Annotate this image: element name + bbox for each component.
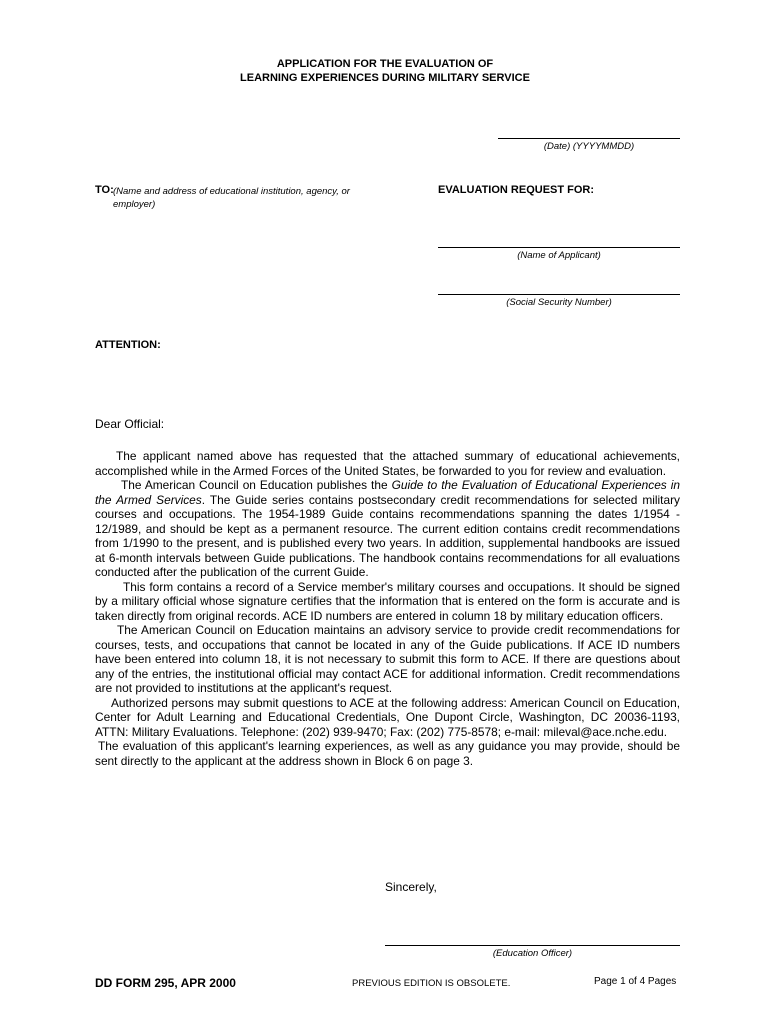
paragraph-2-intro: The American Council on Education publishes the <box>121 478 392 492</box>
form-title-line-1: APPLICATION FOR THE EVALUATION OF <box>276 58 494 70</box>
paragraph-2-rest: . The Guide series contains postsecondary credit recommendations for selected military courses and occupations. The 1954-1989 Guide contains recommendations spanning the dates 1/1954 - 12/1989, and should be kept as a permanent resource. The current edition contains credit recommendations from 1/1990 to the present, and is published every two years. In addition, supplemental handbooks are issued at 6-month intervals between Guide publications. The handbook contains recommendations for all evaluations conducted after the publication of the current Guide. <box>95 492 680 579</box>
signature-caption: (Education Officer) <box>492 948 573 959</box>
signature-field-line[interactable] <box>385 945 680 946</box>
edition-note: PREVIOUS EDITION IS OBSOLETE. <box>352 978 511 989</box>
letter-paragraph-2 <box>95 478 680 580</box>
letter-body <box>95 449 680 768</box>
letter-paragraph-3: This form contains a record of a Service member's military courses and occupations. It should be signed by a military official whose signature certifies that the information that is entered on the form is accurate and is taken directly from original records. ACE ID numbers are entered in column 18 by military education officers. <box>95 579 680 623</box>
letter-paragraph-4: The American Council on Education maintains an advisory service to provide credit recommendations for courses, tests, and occupations that cannot be located in any of the Guide publications. If ACE ID numbers have been entered into column 18, it is not necessary to submit this form to ACE. If there are questions about any of the entries, the institutional official may contact ACE for additional information. Credit recommendations are not provided to institutions at the applicant's request. <box>95 623 680 695</box>
applicant-name-caption: (Name of Applicant) <box>517 250 601 261</box>
date-caption: (Date) (YYYYMMDD) <box>543 141 635 152</box>
ssn-field-line[interactable] <box>438 294 680 295</box>
letter-paragraph-5: Authorized persons may submit questions to ACE at the following address: American Council on Education, Center for Adult Learning and Educational Credentials, One Dupont Circle, Washington, DC 20036-1193, ATTN: Military Evaluations. Telephone: (202) 939-9470; Fax: (202) 775-8578; e-mail: mileval@ace.nche.edu. <box>95 695 680 739</box>
to-address-note: (Name and address of educational institution, agency, or employer) <box>113 186 350 210</box>
form-title-line-2: LEARNING EXPERIENCES DURING MILITARY SERVICE <box>240 72 530 84</box>
letter-paragraph-1: The applicant named above has requested that the attached summary of educational achievements, accomplished while in the Armed Forces of the United States, be forwarded to you for review and evaluation. <box>95 449 680 478</box>
attention-label: ATTENTION: <box>95 339 161 351</box>
closing: Sincerely, <box>385 880 437 894</box>
date-field-line[interactable] <box>498 138 680 139</box>
applicant-name-field-line[interactable] <box>438 247 680 248</box>
guide-title: Guide to the Evaluation of Educational Experiences in the Armed Services <box>95 478 681 507</box>
evaluation-request-label: EVALUATION REQUEST FOR: <box>438 184 595 196</box>
page-number: Page 1 of 4 Pages <box>594 976 677 987</box>
to-label: TO: <box>95 184 114 196</box>
salutation: Dear Official: <box>95 417 165 431</box>
letter-paragraph-6: The evaluation of this applicant's learning experiences, as well as any guidance you may provide, should be sent directly to the applicant at the address shown in Block 6 on page 3. <box>95 739 680 768</box>
ssn-caption: (Social Security Number) <box>506 297 612 308</box>
form-identifier: DD FORM 295, APR 2000 <box>95 976 236 990</box>
